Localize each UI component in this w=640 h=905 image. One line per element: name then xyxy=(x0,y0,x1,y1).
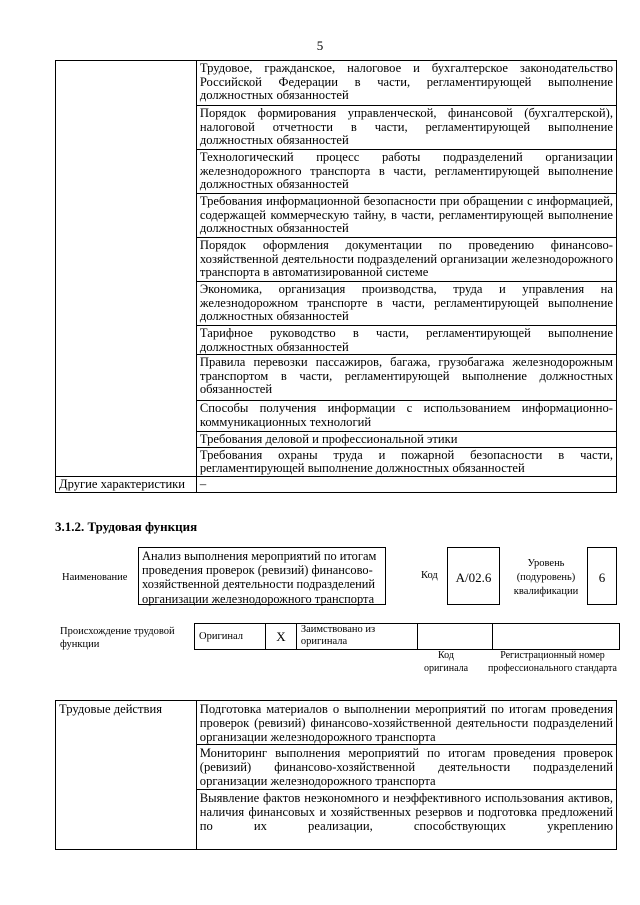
origin-label: Происхождение трудовой функции xyxy=(60,626,175,650)
table-row xyxy=(56,476,617,492)
registration-number-caption: Регистрационный номер профессионального стандарта xyxy=(488,650,617,674)
knowledge-item: Способы получения информации с использованием информационно-коммуникационных технологий xyxy=(196,401,616,432)
knowledge-item: Порядок формирования управленческой, финансовой (бухгалтерской), налоговой отчетности в части, регламентирующей выполнение должностных обязанностей xyxy=(196,106,616,150)
knowledge-item: Порядок оформления документации по проведению финансово-хозяйственной деятельности подразделений организации железнодорожного транспорта в автоматизированной системе xyxy=(196,238,616,282)
labor-action-item: Выявление фактов неэкономного и неэффективного использования активов, наличия финансовых и хозяйственных резервов и подготовка предложений по их реализации, способствующих укреплению xyxy=(196,790,616,850)
function-origin-block xyxy=(55,623,620,693)
knowledge-item: Тарифное руководство в части, регламентирующей выполнение должностных обязанностей xyxy=(196,326,616,355)
section-heading: 3.1.2. Трудовая функция xyxy=(55,519,198,534)
original-mark: X xyxy=(265,624,296,650)
function-code: А/02.6 xyxy=(447,547,500,605)
qualification-level: 6 xyxy=(587,547,617,605)
origin-table xyxy=(194,623,620,650)
name-label: Наименование xyxy=(62,572,128,583)
knowledge-item: Экономика, организация производства, труда и управления на железнодорожном транспорте в части, регламентирующей выполнение должностных обязанностей xyxy=(196,282,616,326)
knowledge-table xyxy=(55,60,617,493)
knowledge-item: Трудовое, гражданское, налоговое и бухгалтерское законодательство Российской Федерации в части, регламентирующей выполнение должностных обязанностей xyxy=(196,61,616,106)
labor-action-item: Мониторинг выполнения мероприятий по итогам проведения проверок (ревизий) финансово-хозяйственной деятельности подразделений организации железнодорожного транспорта xyxy=(196,745,616,790)
knowledge-item: Требования охраны труда и пожарной безопасности в части, регламентирующей выполнение должностных обязанностей xyxy=(196,447,616,476)
knowledge-item: Правила перевозки пассажиров, багажа, грузобагажа железнодорожным транспортом в части, регламентирующей выполнение должностных обязанностей xyxy=(196,355,616,401)
labor-actions-label: Трудовые действия xyxy=(56,701,197,850)
registration-number-cell xyxy=(493,624,620,650)
table-row xyxy=(56,61,617,106)
original-label: Оригинал xyxy=(195,624,266,650)
original-code-caption: Код оригинала xyxy=(423,650,469,674)
table-row xyxy=(56,701,617,745)
labor-action-item: Подготовка материалов о выполнении мероприятий по итогам проведения проверок (ревизий) финансово-хозяйственной деятельности подразделений организации железнодорожного транспорта xyxy=(196,701,616,745)
other-characteristics-label: Другие характеристики xyxy=(56,476,197,492)
page-number: 5 xyxy=(316,38,324,53)
borrowed-label: Заимствовано из оригинала xyxy=(296,624,417,650)
labor-function-block xyxy=(55,545,620,605)
function-name: Анализ выполнения мероприятий по итогам проведения проверок (ревизий) финансово-хозяйственной деятельности подразделений организации железнодорожного транспорта xyxy=(138,547,386,605)
original-code-cell xyxy=(417,624,493,650)
knowledge-item: Требования информационной безопасности при обращении с информацией, содержащей коммерческую тайну, в части, регламентирующей выполнение должностных обязанностей xyxy=(196,194,616,238)
level-label: Уровень (подуровень) квалификации xyxy=(513,558,579,597)
labor-actions-table xyxy=(55,700,617,850)
knowledge-item: Технологический процесс работы подразделений организации железнодорожного транспорта в части, регламентирующей выполнение должностных обязанностей xyxy=(196,150,616,194)
knowledge-item: Требования деловой и профессиональной этики xyxy=(196,432,616,448)
code-label: Код xyxy=(421,570,438,581)
empty-label-cell xyxy=(56,61,197,477)
other-characteristics-value: – xyxy=(196,476,616,492)
